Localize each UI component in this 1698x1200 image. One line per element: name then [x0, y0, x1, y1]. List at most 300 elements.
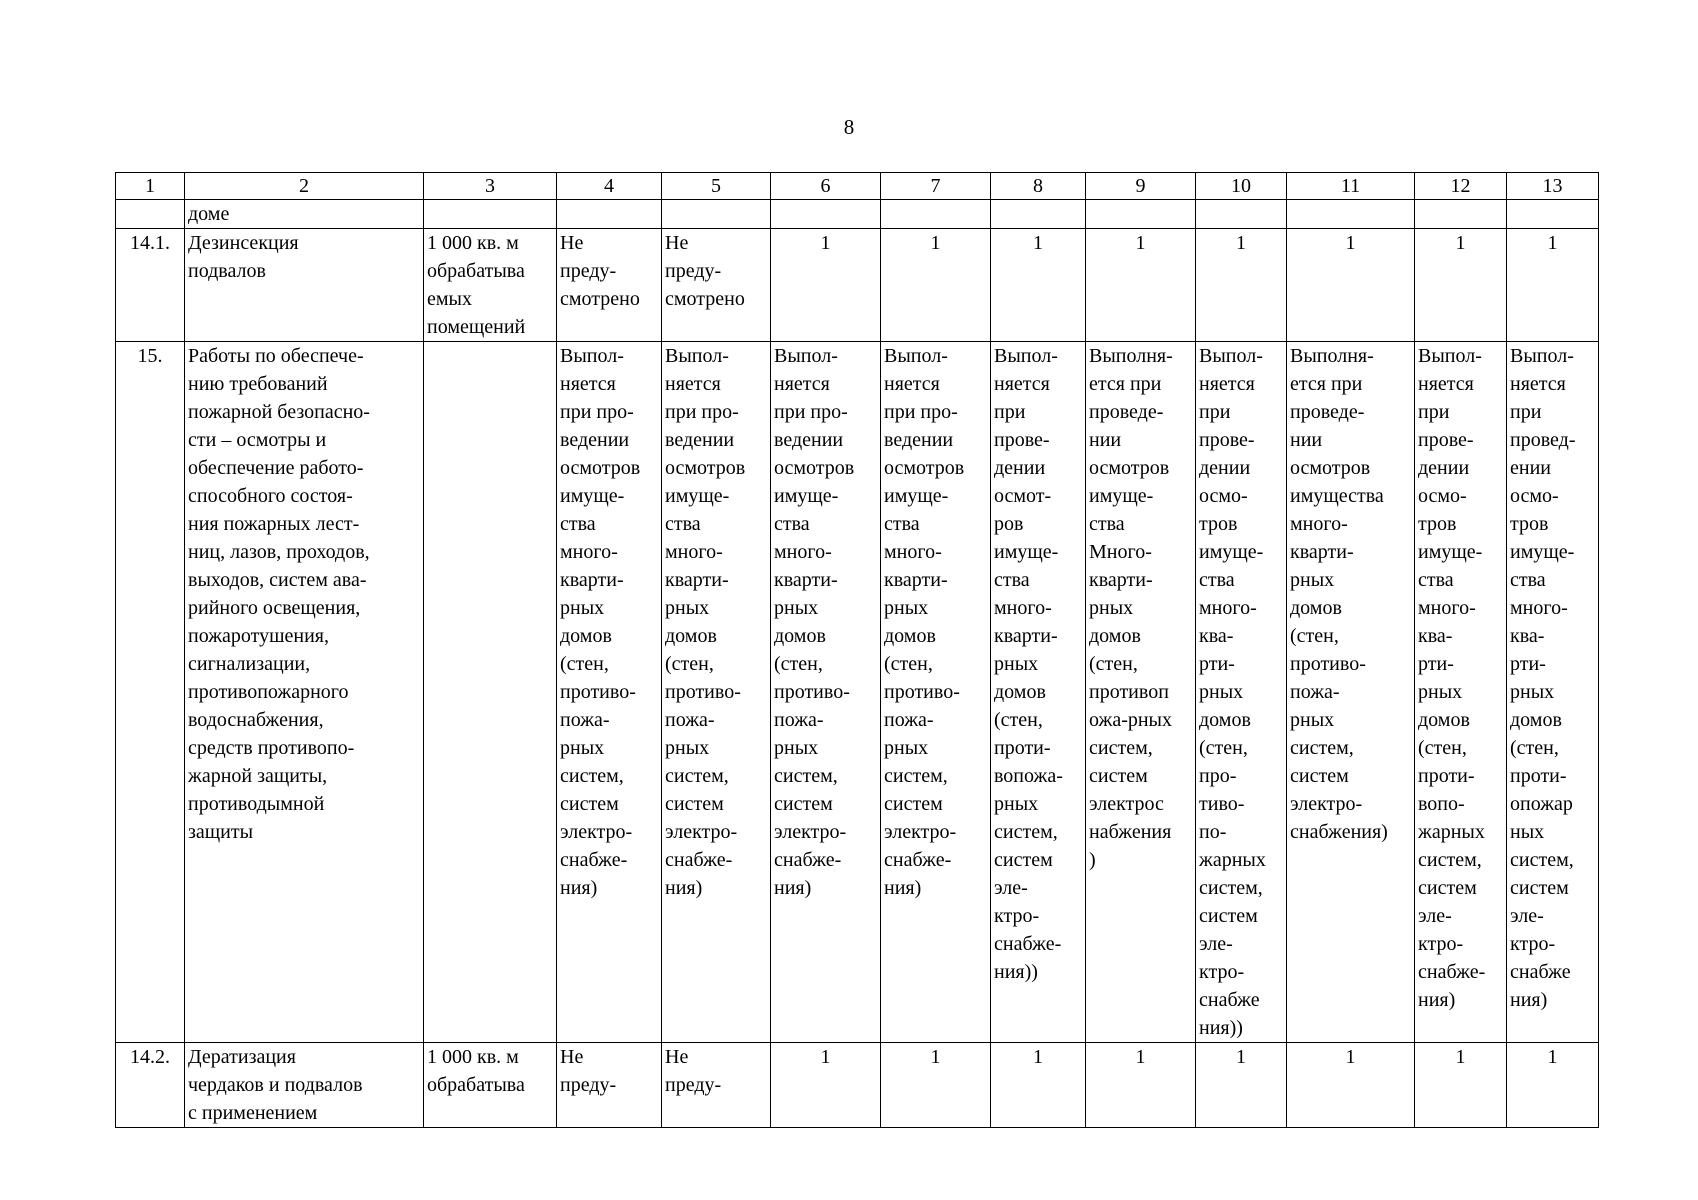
cell-line: рти-: [1199, 653, 1235, 675]
cell-line: дении: [994, 457, 1046, 479]
cell-line: ния)): [1199, 1017, 1243, 1039]
schedule-table: [115, 172, 1599, 1128]
cell-line: преду-: [560, 260, 617, 282]
cell-text: [557, 229, 662, 342]
cell-line: снабже-: [994, 933, 1062, 955]
cell-line: вопо-: [1418, 793, 1465, 815]
cell-line: ктро-: [1510, 933, 1556, 955]
row-number: 14.1.: [116, 229, 185, 342]
cell-line: при про-: [884, 401, 958, 423]
cell-line: кварти-: [665, 569, 729, 591]
cell-line: противодымной: [188, 793, 325, 815]
cell-line: пожа-: [774, 709, 824, 731]
cell-line: обеспечение работо-: [188, 457, 364, 479]
cell-line: ква-: [1199, 625, 1234, 647]
cell-line: много-: [994, 597, 1052, 619]
cell-line: систем: [1418, 877, 1477, 899]
cell-line: ожа-рных: [1089, 709, 1172, 731]
cell-line: чердаков и подвалов: [188, 1074, 363, 1096]
unit-cell: [424, 342, 557, 1043]
cell-line: ктро-: [994, 905, 1040, 927]
column-number: 4: [557, 173, 662, 200]
cell-line: при: [1418, 401, 1450, 423]
cell-line: электро-: [884, 821, 957, 843]
cell-value: 1: [991, 229, 1086, 342]
cell-line: дении: [1418, 457, 1470, 479]
cell-line: систем: [560, 793, 619, 815]
cell-line: систем: [994, 849, 1053, 871]
cell-line: систем: [1510, 877, 1569, 899]
cell-line: ется при: [1290, 373, 1363, 395]
cell-line: ния): [1418, 989, 1456, 1011]
cell-text: [662, 1043, 771, 1128]
cell-line: рных: [665, 597, 710, 619]
column-number: 7: [881, 173, 991, 200]
cell-line: средств противопо-: [188, 737, 355, 759]
cell-line: емых: [427, 288, 472, 310]
cell-line: Дезинсекция: [188, 232, 299, 254]
cell-line: прове-: [1418, 429, 1474, 451]
cell-line: снабже-: [774, 849, 842, 871]
cell-line: систем: [1199, 905, 1258, 927]
column-number: 5: [662, 173, 771, 200]
cell-line: Не: [560, 232, 584, 254]
cell-line: при про-: [560, 401, 634, 423]
cell-line: обрабатыва: [427, 260, 525, 282]
cell-line: рных: [560, 597, 605, 619]
cell-line: ктро-: [1199, 961, 1245, 983]
cell-line: домов: [665, 625, 717, 647]
cell-line: жарных: [1199, 849, 1266, 871]
cell-line: дении: [1199, 457, 1251, 479]
cell-line: кварти-: [774, 569, 838, 591]
cell-line: много-: [1418, 597, 1476, 619]
cell-line: Не: [665, 232, 689, 254]
table-row-14-1: [116, 229, 1599, 342]
cell-line: систем,: [774, 765, 838, 787]
cell-line: ства: [560, 513, 596, 535]
table-header-row: [116, 173, 1599, 200]
cell-line: снабжения): [1290, 821, 1388, 843]
cell-line: снабже-: [665, 849, 733, 871]
cell-value: 1: [881, 229, 991, 342]
column-number: 3: [424, 173, 557, 200]
cell-line: имуще-: [1089, 485, 1154, 507]
cell-line: набжения: [1089, 821, 1172, 843]
cell-line: много-: [1199, 597, 1257, 619]
cell-line: систем: [1290, 765, 1349, 787]
column-number: 1: [116, 173, 185, 200]
cell-line: домов: [1510, 709, 1562, 731]
cell-line: няется: [1199, 373, 1255, 395]
cell-line: Не: [560, 1046, 584, 1068]
cell-line: эле-: [1418, 905, 1452, 927]
cell-value: 1: [1415, 1043, 1507, 1128]
cell-line: ния пожарных лест-: [188, 513, 360, 535]
cell-line: ства: [1089, 513, 1125, 535]
cell-line: подвалов: [188, 260, 266, 282]
cell-line: осмо-: [1510, 485, 1559, 507]
cell-line: тров: [1418, 513, 1457, 535]
cell-text: [1415, 342, 1507, 1043]
cell-line: Выпол-: [1418, 345, 1482, 367]
cell-line: по-: [1199, 821, 1227, 843]
cell-line: домов: [994, 681, 1046, 703]
cell-line: систем: [774, 793, 833, 815]
cell-line: (стен,: [1199, 737, 1248, 759]
cell-line: водоснабжения,: [188, 709, 324, 731]
cell-line: электро-: [774, 821, 847, 843]
cell-line: Выпол-: [884, 345, 948, 367]
cell-line: кварти-: [1089, 569, 1153, 591]
cell-line: жарных: [1418, 821, 1485, 843]
cell-line: рных: [1510, 681, 1555, 703]
cell-value: 1: [771, 1043, 881, 1128]
cell-line: противо-: [665, 681, 741, 703]
cell-line: пожа-: [665, 709, 715, 731]
cell-text: [1507, 342, 1599, 1043]
cell-line: снабже-: [1418, 961, 1486, 983]
cell-line: рных: [1199, 681, 1244, 703]
cell-line: преду-: [665, 260, 722, 282]
cell-line: провед-: [1510, 429, 1576, 451]
cell-line: няется: [774, 373, 830, 395]
cell-line: 1 000 кв. м: [427, 232, 519, 254]
cell-line: ния)): [994, 961, 1038, 983]
cell-line: рных: [994, 653, 1039, 675]
cell-value: 1: [1415, 229, 1507, 342]
cell-line: противопожарного: [188, 681, 349, 703]
cell-value: 1: [771, 229, 881, 342]
work-name-cell: [185, 1043, 424, 1128]
cell-line: сигнализации,: [188, 653, 311, 675]
cell-line: смотрено: [560, 288, 640, 310]
cell-line: с применением: [188, 1102, 318, 1124]
cell-line: при: [1199, 401, 1231, 423]
cell-line: ниц, лазов, проходов,: [188, 541, 370, 563]
cell-line: осмотров: [1089, 457, 1170, 479]
cell-line: кварти-: [884, 569, 948, 591]
cell-line: эле-: [1199, 933, 1233, 955]
cell-value: 1: [1507, 229, 1599, 342]
cell-line: прове-: [1199, 429, 1255, 451]
cell-line: рных: [560, 737, 605, 759]
cell-line: тров: [1199, 513, 1238, 535]
cell-line: имуще-: [560, 485, 625, 507]
cell-line: много-: [884, 541, 942, 563]
cell-line: кварти-: [1290, 541, 1354, 563]
cell-line: ведении: [560, 429, 630, 451]
column-number: 12: [1415, 173, 1507, 200]
cell-line: преду-: [665, 1074, 722, 1096]
cell-line: домов: [774, 625, 826, 647]
cell-line: противо-: [884, 681, 960, 703]
cell-line: Работы по обеспече-: [188, 345, 364, 367]
cell-line: электрос: [1089, 793, 1164, 815]
cell-line: противо-: [560, 681, 636, 703]
cell-value: 1: [1086, 229, 1196, 342]
cell-line: (стен,: [774, 653, 823, 675]
cell-line: рти-: [1418, 653, 1454, 675]
cell-line: домов: [1199, 709, 1251, 731]
column-number: 9: [1086, 173, 1196, 200]
cell-line: проти-: [994, 737, 1051, 759]
cell-line: ): [1089, 849, 1096, 871]
cell-line: проведе-: [1290, 401, 1365, 423]
cell-line: (стен,: [994, 709, 1043, 731]
cell-line: тров: [1510, 513, 1549, 535]
cell-text: [557, 1043, 662, 1128]
cell-line: Выпол-: [774, 345, 838, 367]
cell-line: ктро-: [1418, 933, 1464, 955]
cell-text: [557, 342, 662, 1043]
cell-line: Выполня-: [1089, 345, 1173, 367]
cell-line: жарной защиты,: [188, 765, 328, 787]
cell-line: электро-: [665, 821, 738, 843]
cell-line: ния): [665, 877, 703, 899]
cell-line: ства: [994, 569, 1030, 591]
cell-line: рных: [774, 737, 819, 759]
work-name-cell: [185, 229, 424, 342]
cell-value: 1: [1196, 1043, 1287, 1128]
cell-line: ных: [1510, 821, 1545, 843]
cell-line: домов: [884, 625, 936, 647]
cell-line: няется: [1418, 373, 1474, 395]
cell-line: няется: [665, 373, 721, 395]
cell-line: пожа-: [884, 709, 934, 731]
cell-line: Выпол-: [1199, 345, 1263, 367]
cell-line: способного состоя-: [188, 485, 353, 507]
cell-line: Выпол-: [1510, 345, 1574, 367]
cell-line: Не: [665, 1046, 689, 1068]
column-number: 6: [771, 173, 881, 200]
cell-line: противо-: [1290, 653, 1366, 675]
cell-line: осмо-: [1199, 485, 1248, 507]
cell-line: противоп: [1089, 681, 1169, 703]
cell-line: систем,: [1290, 737, 1354, 759]
cell-line: много-: [1510, 597, 1568, 619]
cell-line: ведении: [665, 429, 735, 451]
work-name-cell: [185, 342, 424, 1043]
cell-line: систем: [665, 793, 724, 815]
cell-line: много-: [774, 541, 832, 563]
cell-line: систем,: [1510, 849, 1574, 871]
cell-line: (стен,: [560, 653, 609, 675]
cell-line: няется: [1510, 373, 1566, 395]
cell-line: проти-: [1510, 765, 1567, 787]
cell-line: (стен,: [1510, 737, 1559, 759]
cell-line: домов: [1418, 709, 1470, 731]
cell-line: вопожа-: [994, 765, 1063, 787]
cell-line: обрабатыва: [427, 1074, 525, 1096]
cell-line: нии: [1290, 429, 1323, 451]
cell-line: рных: [665, 737, 710, 759]
cell-line: много-: [560, 541, 618, 563]
cell-line: рных: [994, 793, 1039, 815]
cell-line: систем,: [560, 765, 624, 787]
cell-value: 1: [991, 1043, 1086, 1128]
cell-line: нии: [1089, 429, 1122, 451]
cell-line: ведении: [774, 429, 844, 451]
cell-line: 1 000 кв. м: [427, 1046, 519, 1068]
cell-line: систем,: [1089, 737, 1153, 759]
column-number: 10: [1196, 173, 1287, 200]
cell-line: Выпол-: [665, 345, 729, 367]
cell-line: рийного освещения,: [188, 597, 361, 619]
cell-line: систем,: [1418, 849, 1482, 871]
cell-line: тиво-: [1199, 793, 1245, 815]
cell-line: эле-: [994, 877, 1028, 899]
cell-line: много-: [665, 541, 723, 563]
column-number: 2: [185, 173, 424, 200]
cell-line: опожар: [1510, 793, 1573, 815]
cell-line: преду-: [560, 1074, 617, 1096]
cell-line: при: [1510, 401, 1542, 423]
cell-line: ства: [665, 513, 701, 535]
table-row-15: [116, 342, 1599, 1043]
cell-line: электро-: [560, 821, 633, 843]
row-number: 14.2.: [116, 1043, 185, 1128]
cell-line: (стен,: [1290, 625, 1339, 647]
cell-line: имуще-: [1418, 541, 1483, 563]
cell-line: ведении: [884, 429, 954, 451]
cell-line: кварти-: [994, 625, 1058, 647]
cell-value: 1: [881, 1043, 991, 1128]
cell-line: Выпол-: [994, 345, 1058, 367]
cell-line: осмотров: [665, 457, 746, 479]
cell-line: имуще-: [884, 485, 949, 507]
cell-text: [1287, 342, 1415, 1043]
cell-line: осмотров: [1290, 457, 1371, 479]
cell-line: имущества: [1290, 485, 1384, 507]
cell-line: (стен,: [665, 653, 714, 675]
cell-line: проведе-: [1089, 401, 1164, 423]
cell-line: снабже: [1199, 989, 1260, 1011]
cell-text: [991, 342, 1086, 1043]
cell-line: при про-: [774, 401, 848, 423]
cell-line: ква-: [1418, 625, 1453, 647]
cell-line: ния): [560, 877, 598, 899]
cell-line: домов: [1290, 597, 1342, 619]
cell-line: осмотров: [884, 457, 965, 479]
cell-line: (стен,: [1418, 737, 1467, 759]
cell-line: систем,: [884, 765, 948, 787]
cell-value: 1: [1287, 1043, 1415, 1128]
cell-line: рти-: [1510, 653, 1546, 675]
cell-line: ква-: [1510, 625, 1545, 647]
table-row-14-2: [116, 1043, 1599, 1128]
cell-line: защиты: [188, 821, 254, 843]
cell-line: Выполня-: [1290, 345, 1374, 367]
cell-line: смотрено: [665, 288, 745, 310]
cell-line: осмотров: [560, 457, 641, 479]
cell-line: ров: [994, 513, 1024, 535]
cell-line: помещений: [427, 316, 526, 338]
cell-line: противо-: [774, 681, 850, 703]
cell-line: Много-: [1089, 541, 1152, 563]
cell-line: эле-: [1510, 905, 1544, 927]
cell-line: снабже-: [560, 849, 628, 871]
cell-line: рных: [884, 597, 929, 619]
cell-line: Выпол-: [560, 345, 624, 367]
cell-line: пожаротушения,: [188, 625, 329, 647]
cell-line: много-: [1290, 513, 1348, 535]
cell-line: проти-: [1418, 765, 1475, 787]
cell-line: осмот-: [994, 485, 1052, 507]
unit-cell: [424, 229, 557, 342]
cell-line: (стен,: [884, 653, 933, 675]
cell-line: выходов, систем ава-: [188, 569, 367, 591]
unit-cell: [424, 1043, 557, 1128]
cell-line: (стен,: [1089, 653, 1138, 675]
cell-line: прове-: [994, 429, 1050, 451]
cell-text: [1196, 342, 1287, 1043]
cell-line: сти – осмотры и: [188, 429, 327, 451]
cell-value: 1: [1086, 1043, 1196, 1128]
column-number: 11: [1287, 173, 1415, 200]
cell-text: [771, 342, 881, 1043]
cell-line: ства: [1199, 569, 1235, 591]
cell-line: ства: [1418, 569, 1454, 591]
cell-line: снабже-: [884, 849, 952, 871]
cell-line: рных: [884, 737, 929, 759]
cell-value: 1: [1196, 229, 1287, 342]
cell-line: ется при: [1089, 373, 1162, 395]
cell-line: Дератизация: [188, 1046, 296, 1068]
cell-value: 1: [1507, 1043, 1599, 1128]
cell-line: ства: [884, 513, 920, 535]
cell-line: электро-: [1290, 793, 1363, 815]
cell-line: пожа-: [560, 709, 610, 731]
cell-line: при про-: [665, 401, 739, 423]
cell-line: систем,: [1199, 877, 1263, 899]
cell-line: имуще-: [1510, 541, 1575, 563]
cell-line: ния): [884, 877, 922, 899]
cell-line: систем,: [665, 765, 729, 787]
cell-text: [662, 229, 771, 342]
cell-line: систем: [884, 793, 943, 815]
page-number: 8: [843, 115, 855, 139]
table-row-continuation: [116, 200, 1599, 229]
cell-line: осмотров: [774, 457, 855, 479]
cell-line: рных: [1089, 597, 1134, 619]
cell-line: рных: [1290, 709, 1335, 731]
cell-line: имуще-: [774, 485, 839, 507]
cell-line: домов: [1089, 625, 1141, 647]
cell-line: нию требований: [188, 373, 328, 395]
cell-value: 1: [1287, 229, 1415, 342]
cell-line: рных: [1290, 569, 1335, 591]
cell-line: ства: [774, 513, 810, 535]
cell-line: систем,: [994, 821, 1058, 843]
cell-line: ении: [1510, 457, 1551, 479]
cell-line: няется: [884, 373, 940, 395]
cell-line: про-: [1199, 765, 1237, 787]
cell-text: [881, 342, 991, 1043]
cell-line: кварти-: [560, 569, 624, 591]
cell-line: имуще-: [665, 485, 730, 507]
column-number: 13: [1507, 173, 1599, 200]
cell-line: имуще-: [1199, 541, 1264, 563]
column-number: 8: [991, 173, 1086, 200]
cell-line: осмо-: [1418, 485, 1467, 507]
cell-line: рных: [1418, 681, 1463, 703]
cell-line: няется: [994, 373, 1050, 395]
cell-text: доме: [185, 200, 424, 229]
cell-text: [662, 342, 771, 1043]
cell-line: систем: [1089, 765, 1148, 787]
cell-line: ния): [774, 877, 812, 899]
